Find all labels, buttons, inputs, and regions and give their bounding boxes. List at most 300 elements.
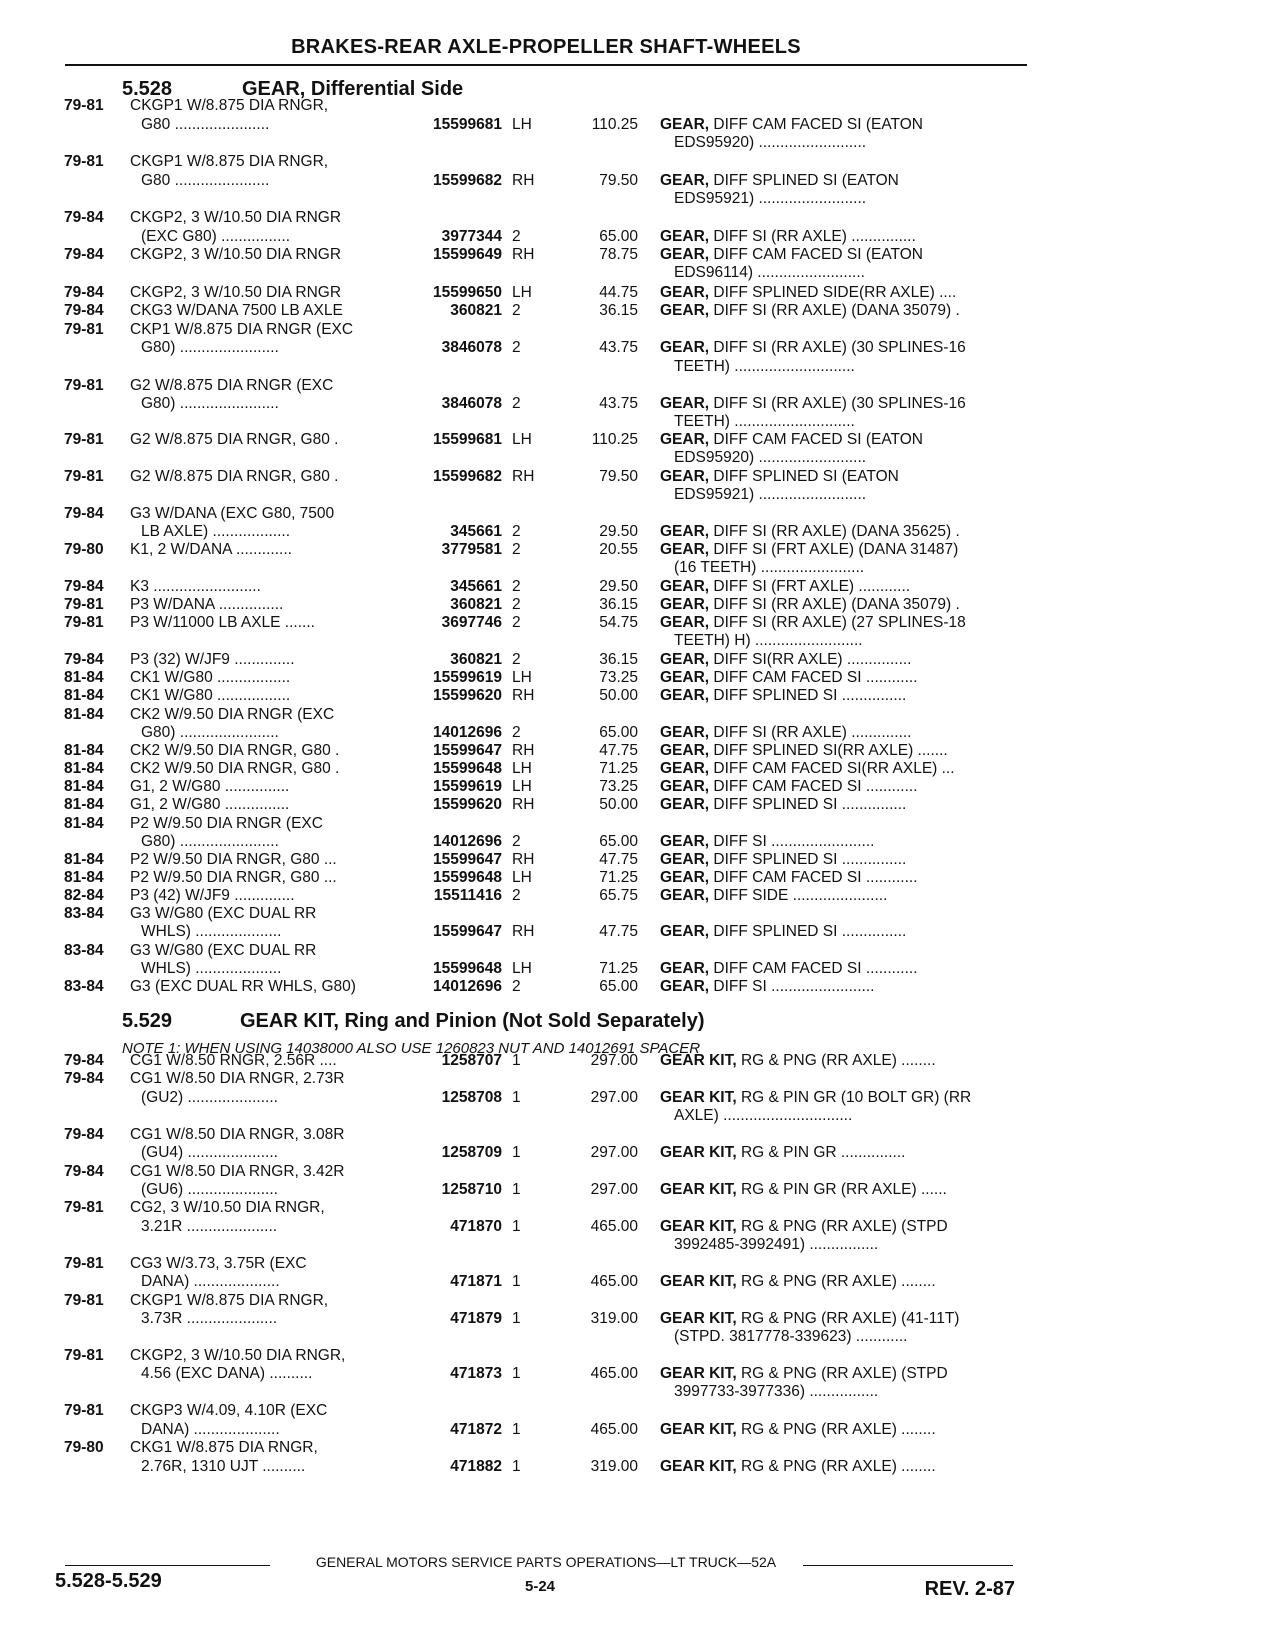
- part-name-prefix: GEAR KIT,: [660, 1218, 737, 1235]
- quantity: LH: [512, 869, 532, 886]
- part-name-prefix: GEAR,: [660, 887, 710, 904]
- model-years: 79-80: [64, 541, 104, 558]
- application-description: CG1 W/8.50 DIA RNGR, 3.08R: [130, 1126, 345, 1143]
- header-rule: [65, 64, 1027, 66]
- part-number: 15599649: [433, 246, 502, 263]
- application-description: K1, 2 W/DANA .............: [130, 541, 292, 558]
- part-number: 15599681: [433, 431, 502, 448]
- part-number: 15599620: [433, 796, 502, 813]
- application-description: CG1 W/8.50 DIA RNGR, 2.73R: [130, 1070, 345, 1087]
- table-row: [0, 1421, 1280, 1439]
- model-years: 79-84: [64, 1070, 104, 1087]
- model-years: 82-84: [64, 887, 104, 904]
- application-description: P2 W/9.50 DIA RNGR, G80 ...: [130, 869, 337, 886]
- part-number: 15599620: [433, 687, 502, 704]
- table-row: [0, 1365, 1280, 1383]
- part-name-text: DIFF CAM FACED SI(RR AXLE) ...: [713, 760, 955, 777]
- price: 110.25: [591, 116, 638, 133]
- quantity: RH: [512, 687, 535, 704]
- part-number: 471873: [450, 1365, 502, 1382]
- table-row: [0, 284, 1280, 302]
- model-years: 79-81: [64, 1292, 104, 1309]
- application-description: P3 (32) W/JF9 ..............: [130, 651, 295, 668]
- part-name-text: DIFF CAM FACED SI ............: [713, 669, 918, 686]
- table-row: [0, 614, 1280, 632]
- table-row: [0, 449, 1280, 467]
- model-years: 81-84: [64, 851, 104, 868]
- part-name-prefix: GEAR,: [660, 116, 710, 133]
- application-description: G2 W/8.875 DIA RNGR (EXC: [130, 377, 334, 394]
- part-name: [660, 669, 1022, 687]
- part-name-text: DIFF SI (RR AXLE) (27 SPLINES-18: [713, 614, 966, 631]
- application-description: CKGP1 W/8.875 DIA RNGR,: [130, 97, 329, 114]
- part-name: [660, 978, 1022, 996]
- part-name-prefix: GEAR,: [660, 614, 710, 631]
- part-name: [660, 1310, 1022, 1328]
- table-row: [0, 742, 1280, 760]
- table-row: [0, 687, 1280, 705]
- model-years: 79-81: [64, 321, 104, 338]
- application-description: CKGP3 W/4.09, 4.10R (EXC: [130, 1402, 328, 1419]
- part-name-text: DIFF SI (RR AXLE) (30 SPLINES-16: [713, 395, 966, 412]
- application-description: WHLS) ....................: [141, 960, 282, 977]
- part-number: 15599647: [433, 851, 502, 868]
- part-name-prefix: GEAR,: [660, 869, 710, 886]
- model-years: 83-84: [64, 942, 104, 959]
- part-number: 3977344: [441, 228, 502, 245]
- table-row: [0, 1126, 1280, 1144]
- application-description: G3 W/DANA (EXC G80, 7500: [130, 505, 335, 522]
- part-name-text: RG & PNG (RR AXLE) ........: [740, 1421, 936, 1438]
- price: 47.75: [599, 742, 638, 759]
- part-name-prefix: GEAR,: [660, 687, 710, 704]
- part-name: [660, 923, 1022, 941]
- quantity: LH: [512, 116, 532, 133]
- part-name-prefix: GEAR,: [660, 724, 710, 741]
- table-row: [0, 1199, 1280, 1217]
- price: 65.00: [599, 833, 638, 850]
- part-name-prefix: GEAR,: [660, 578, 710, 595]
- part-name: [660, 869, 1022, 887]
- table-row: [0, 1328, 1280, 1346]
- table-row: [0, 431, 1280, 449]
- part-name-text: DIFF SI ........................: [713, 978, 875, 995]
- table-row: [0, 1052, 1280, 1070]
- part-number: 15599648: [433, 960, 502, 977]
- quantity: RH: [512, 172, 535, 189]
- table-row: [0, 1144, 1280, 1162]
- part-name-text: (16 TEETH) ........................: [674, 559, 865, 576]
- part-name-prefix: GEAR,: [660, 851, 710, 868]
- quantity: LH: [512, 960, 532, 977]
- price: 465.00: [590, 1218, 638, 1235]
- quantity: 2: [512, 339, 521, 356]
- part-name-prefix: GEAR,: [660, 172, 710, 189]
- part-name-text: DIFF SI ........................: [713, 833, 875, 850]
- part-name-prefix: GEAR,: [660, 960, 710, 977]
- part-name-prefix: GEAR,: [660, 431, 710, 448]
- model-years: 81-84: [64, 742, 104, 759]
- model-years: 81-84: [64, 796, 104, 813]
- table-row: [0, 596, 1280, 614]
- part-name-text: DIFF SPLINED SI (EATON: [713, 172, 899, 189]
- price: 73.25: [599, 669, 638, 686]
- part-name-prefix: GEAR,: [660, 923, 710, 940]
- model-years: 79-84: [64, 209, 104, 226]
- table-row: [0, 1402, 1280, 1420]
- part-name-text: 3997733-3977336) ................: [674, 1383, 879, 1400]
- table-row: [0, 1347, 1280, 1365]
- application-description: P3 (42) W/JF9 ..............: [130, 887, 295, 904]
- table-row: [0, 209, 1280, 227]
- part-name: [660, 796, 1022, 814]
- model-years: 79-84: [64, 1052, 104, 1069]
- part-number: 15599648: [433, 869, 502, 886]
- application-description: CKGP2, 3 W/10.50 DIA RNGR: [130, 284, 342, 301]
- part-name: [674, 632, 1022, 650]
- part-name-text: DIFF SPLINED SI ...............: [713, 687, 907, 704]
- part-number: 1258709: [441, 1144, 502, 1161]
- part-number: 3697746: [441, 614, 502, 631]
- part-name-text: DIFF CAM FACED SI ............: [713, 778, 918, 795]
- application-description: DANA) ....................: [141, 1273, 280, 1290]
- part-name-prefix: GEAR KIT,: [660, 1365, 737, 1382]
- part-name: [674, 358, 1022, 376]
- price: 297.00: [590, 1181, 638, 1198]
- application-description: CKGP1 W/8.875 DIA RNGR,: [130, 1292, 329, 1309]
- quantity: LH: [512, 669, 532, 686]
- model-years: 79-84: [64, 505, 104, 522]
- quantity: 2: [512, 833, 521, 850]
- quantity: RH: [512, 468, 535, 485]
- application-description: G1, 2 W/G80 ...............: [130, 796, 290, 813]
- quantity: 2: [512, 578, 521, 595]
- application-description: CG1 W/8.50 RNGR, 2.56R ....: [130, 1052, 337, 1069]
- table-row: [0, 851, 1280, 869]
- price: 36.15: [599, 596, 638, 613]
- quantity: 2: [512, 724, 521, 741]
- page-number: 5-24: [524, 1578, 556, 1595]
- part-name-text: RG & PNG (RR AXLE) ........: [740, 1273, 936, 1290]
- table-row: [0, 1439, 1280, 1457]
- model-years: 79-81: [64, 1347, 104, 1364]
- application-description: 3.21R .....................: [141, 1218, 278, 1235]
- price: 44.75: [599, 284, 638, 301]
- part-number: 14012696: [433, 978, 502, 995]
- part-name-prefix: GEAR,: [660, 541, 710, 558]
- table-row: [0, 153, 1280, 171]
- part-name-text: EDS95920) .........................: [674, 134, 867, 151]
- part-name-prefix: GEAR,: [660, 742, 710, 759]
- model-years: 79-81: [64, 377, 104, 394]
- part-name: [660, 778, 1022, 796]
- application-description: G3 W/G80 (EXC DUAL RR: [130, 905, 317, 922]
- part-name: [660, 1052, 1022, 1070]
- table-row: [0, 1181, 1280, 1199]
- part-name-prefix: GEAR KIT,: [660, 1181, 737, 1198]
- model-years: 79-84: [64, 1163, 104, 1180]
- application-description: G3 W/G80 (EXC DUAL RR: [130, 942, 317, 959]
- price: 65.00: [599, 228, 638, 245]
- model-years: 79-84: [64, 578, 104, 595]
- part-number: 1258710: [441, 1181, 502, 1198]
- application-description: CK2 W/9.50 DIA RNGR (EXC: [130, 706, 335, 723]
- application-description: WHLS) ....................: [141, 923, 282, 940]
- part-number: 360821: [450, 302, 502, 319]
- price: 54.75: [599, 614, 638, 631]
- price: 71.25: [599, 960, 638, 977]
- part-number: 3779581: [441, 541, 502, 558]
- part-name: [674, 559, 1022, 577]
- application-description: G80 ......................: [141, 116, 270, 133]
- quantity: 1: [512, 1421, 521, 1438]
- part-name-text: DIFF SI (RR AXLE) ..............: [713, 724, 912, 741]
- price: 71.25: [599, 869, 638, 886]
- application-description: CK2 W/9.50 DIA RNGR, G80 .: [130, 742, 340, 759]
- price: 78.75: [599, 246, 638, 263]
- quantity: LH: [512, 760, 532, 777]
- part-name-prefix: GEAR KIT,: [660, 1089, 737, 1106]
- quantity: 2: [512, 887, 521, 904]
- part-number: 15599682: [433, 468, 502, 485]
- part-name-text: DIFF SI (RR AXLE) (DANA 35079) .: [713, 596, 960, 613]
- table-row: [0, 905, 1280, 923]
- part-name-prefix: GEAR,: [660, 596, 710, 613]
- part-name-prefix: GEAR,: [660, 339, 710, 356]
- price: 36.15: [599, 302, 638, 319]
- part-name: [660, 687, 1022, 705]
- part-name-text: DIFF SPLINED SI(RR AXLE) .......: [713, 742, 948, 759]
- part-name: [660, 339, 1022, 357]
- quantity: 2: [512, 302, 521, 319]
- price: 71.25: [599, 760, 638, 777]
- part-name-text: TEETH) ............................: [674, 413, 855, 430]
- table-row: [0, 815, 1280, 833]
- part-name: [660, 468, 1022, 486]
- part-number: 15599648: [433, 760, 502, 777]
- table-row: [0, 942, 1280, 960]
- application-description: P3 W/DANA ...............: [130, 596, 284, 613]
- part-number: 15599619: [433, 778, 502, 795]
- price: 47.75: [599, 923, 638, 940]
- application-description: CKGP2, 3 W/10.50 DIA RNGR: [130, 246, 342, 263]
- application-description: P2 W/9.50 DIA RNGR (EXC: [130, 815, 323, 832]
- part-name-text: DIFF SI (FRT AXLE) ............: [713, 578, 911, 595]
- application-description: (EXC G80) ................: [141, 228, 291, 245]
- part-name-text: DIFF SI (RR AXLE) (DANA 35079) .: [713, 302, 960, 319]
- part-name-text: RG & PNG (RR AXLE) (STPD: [740, 1365, 948, 1382]
- quantity: 2: [512, 651, 521, 668]
- table-row: [0, 321, 1280, 339]
- part-name: [660, 960, 1022, 978]
- price: 29.50: [599, 578, 638, 595]
- part-name-prefix: GEAR,: [660, 778, 710, 795]
- model-years: 79-81: [64, 97, 104, 114]
- application-description: 2.76R, 1310 UJT ..........: [141, 1458, 306, 1475]
- part-name: [674, 1236, 1022, 1254]
- part-number: 14012696: [433, 833, 502, 850]
- part-name: [660, 760, 1022, 778]
- model-years: 79-81: [64, 1255, 104, 1272]
- table-row: [0, 760, 1280, 778]
- quantity: RH: [512, 246, 535, 263]
- table-row: [0, 869, 1280, 887]
- section-number: 5.528: [122, 78, 173, 100]
- part-name-prefix: GEAR KIT,: [660, 1458, 737, 1475]
- application-description: (GU2) .....................: [141, 1089, 278, 1106]
- part-name: [660, 1273, 1022, 1291]
- table-row: [0, 339, 1280, 357]
- application-description: CKP1 W/8.875 DIA RNGR (EXC: [130, 321, 354, 338]
- model-years: 79-81: [64, 468, 104, 485]
- model-years: 79-81: [64, 614, 104, 631]
- part-name: [660, 833, 1022, 851]
- quantity: 1: [512, 1458, 521, 1475]
- model-years: 81-84: [64, 669, 104, 686]
- part-name-text: DIFF SPLINED SIDE(RR AXLE) ....: [713, 284, 957, 301]
- table-row: [0, 706, 1280, 724]
- application-description: CKG3 W/DANA 7500 LB AXLE: [130, 302, 343, 319]
- part-name-prefix: GEAR,: [660, 978, 710, 995]
- table-row: [0, 1070, 1280, 1088]
- part-name-text: DIFF SPLINED SI ...............: [713, 796, 907, 813]
- table-row: [0, 505, 1280, 523]
- model-years: 81-84: [64, 687, 104, 704]
- part-name-text: 3992485-3992491) ................: [674, 1236, 879, 1253]
- model-years: 79-81: [64, 1199, 104, 1216]
- application-description: (GU6) .....................: [141, 1181, 278, 1198]
- application-description: G80 ......................: [141, 172, 270, 189]
- part-number: 15599647: [433, 923, 502, 940]
- quantity: 1: [512, 1365, 521, 1382]
- price: 29.50: [599, 523, 638, 540]
- application-description: CG1 W/8.50 DIA RNGR, 3.42R: [130, 1163, 345, 1180]
- application-description: CG2, 3 W/10.50 DIA RNGR,: [130, 1199, 325, 1216]
- part-name: [660, 614, 1022, 632]
- table-row: [0, 486, 1280, 504]
- quantity: 1: [512, 1052, 521, 1069]
- part-name: [660, 246, 1022, 264]
- model-years: 79-80: [64, 1439, 104, 1456]
- table-row: [0, 960, 1280, 978]
- part-name-text: RG & PNG (RR AXLE) ........: [740, 1458, 936, 1475]
- table-row: [0, 559, 1280, 577]
- price: 297.00: [590, 1144, 638, 1161]
- part-name-prefix: GEAR,: [660, 228, 710, 245]
- part-name: [674, 190, 1022, 208]
- table-row: [0, 887, 1280, 905]
- table-row: [0, 1310, 1280, 1328]
- price: 319.00: [590, 1310, 638, 1327]
- table-row: [0, 264, 1280, 282]
- part-name: [660, 578, 1022, 596]
- part-number: 471870: [450, 1218, 502, 1235]
- part-name: [660, 1089, 1022, 1107]
- part-name-text: DIFF SPLINED SI (EATON: [713, 468, 899, 485]
- quantity: 2: [512, 596, 521, 613]
- application-description: P2 W/9.50 DIA RNGR, G80 ...: [130, 851, 337, 868]
- part-name-text: DIFF CAM FACED SI ............: [713, 869, 918, 886]
- part-name-prefix: GEAR KIT,: [660, 1421, 737, 1438]
- part-name-prefix: GEAR,: [660, 284, 710, 301]
- part-name-text: TEETH) ............................: [674, 358, 855, 375]
- part-name: [660, 651, 1022, 669]
- part-name-text: EDS95920) .........................: [674, 449, 867, 466]
- model-years: 79-84: [64, 651, 104, 668]
- part-name: [674, 1107, 1022, 1125]
- price: 73.25: [599, 778, 638, 795]
- table-row: [0, 724, 1280, 742]
- part-name: [660, 116, 1022, 134]
- part-name-text: DIFF SI (RR AXLE) (30 SPLINES-16: [713, 339, 966, 356]
- table-row: [0, 1292, 1280, 1310]
- application-description: CK1 W/G80 .................: [130, 687, 291, 704]
- price: 20.55: [599, 541, 638, 558]
- section-number: 5.529: [122, 1010, 173, 1032]
- part-name: [660, 284, 1022, 302]
- part-number: 471879: [450, 1310, 502, 1327]
- table-row: [0, 302, 1280, 320]
- part-name-text: RG & PIN GR (10 BOLT GR) (RR: [740, 1089, 972, 1106]
- quantity: RH: [512, 851, 535, 868]
- part-name: [660, 851, 1022, 869]
- part-name: [660, 395, 1022, 413]
- part-number: 3846078: [441, 395, 502, 412]
- quantity: 1: [512, 1273, 521, 1290]
- part-name-text: RG & PIN GR (RR AXLE) ......: [740, 1181, 947, 1198]
- application-description: G80) .......................: [141, 395, 279, 412]
- table-row: [0, 669, 1280, 687]
- quantity: 1: [512, 1218, 521, 1235]
- table-row: [0, 1383, 1280, 1401]
- part-name: [660, 1365, 1022, 1383]
- application-description: G2 W/8.875 DIA RNGR, G80 .: [130, 431, 339, 448]
- application-description: G80) .......................: [141, 339, 279, 356]
- part-name: [674, 486, 1022, 504]
- quantity: RH: [512, 923, 535, 940]
- part-number: 15599647: [433, 742, 502, 759]
- part-number: 14012696: [433, 724, 502, 741]
- part-name-text: AXLE) ..............................: [674, 1107, 853, 1124]
- price: 297.00: [590, 1089, 638, 1106]
- part-name-text: DIFF CAM FACED SI (EATON: [713, 431, 923, 448]
- price: 65.75: [599, 887, 638, 904]
- table-row: [0, 833, 1280, 851]
- part-name-text: EDS96114) .........................: [674, 264, 865, 281]
- section-heading: [122, 1010, 704, 1033]
- quantity: 2: [512, 614, 521, 631]
- part-name-text: DIFF SI (FRT AXLE) (DANA 31487): [713, 541, 959, 558]
- part-name-text: EDS95921) .........................: [674, 486, 867, 503]
- table-row: [0, 1218, 1280, 1236]
- part-number: 345661: [450, 578, 502, 595]
- footer-publisher: GENERAL MOTORS SERVICE PARTS OPERATIONS—LT TRUCK—52A: [315, 1554, 777, 1570]
- table-row: [0, 190, 1280, 208]
- part-number: 15599681: [433, 116, 502, 133]
- model-years: 81-84: [64, 869, 104, 886]
- part-name: [660, 523, 1022, 541]
- model-years: 79-84: [64, 284, 104, 301]
- part-name-prefix: GEAR KIT,: [660, 1310, 737, 1327]
- part-name: [660, 431, 1022, 449]
- page-title: BRAKES-REAR AXLE-PROPELLER SHAFT-WHEELS: [291, 36, 801, 58]
- quantity: 2: [512, 978, 521, 995]
- price: 50.00: [599, 687, 638, 704]
- quantity: RH: [512, 796, 535, 813]
- application-description: DANA) ....................: [141, 1421, 280, 1438]
- table-row: [0, 523, 1280, 541]
- table-row: [0, 468, 1280, 486]
